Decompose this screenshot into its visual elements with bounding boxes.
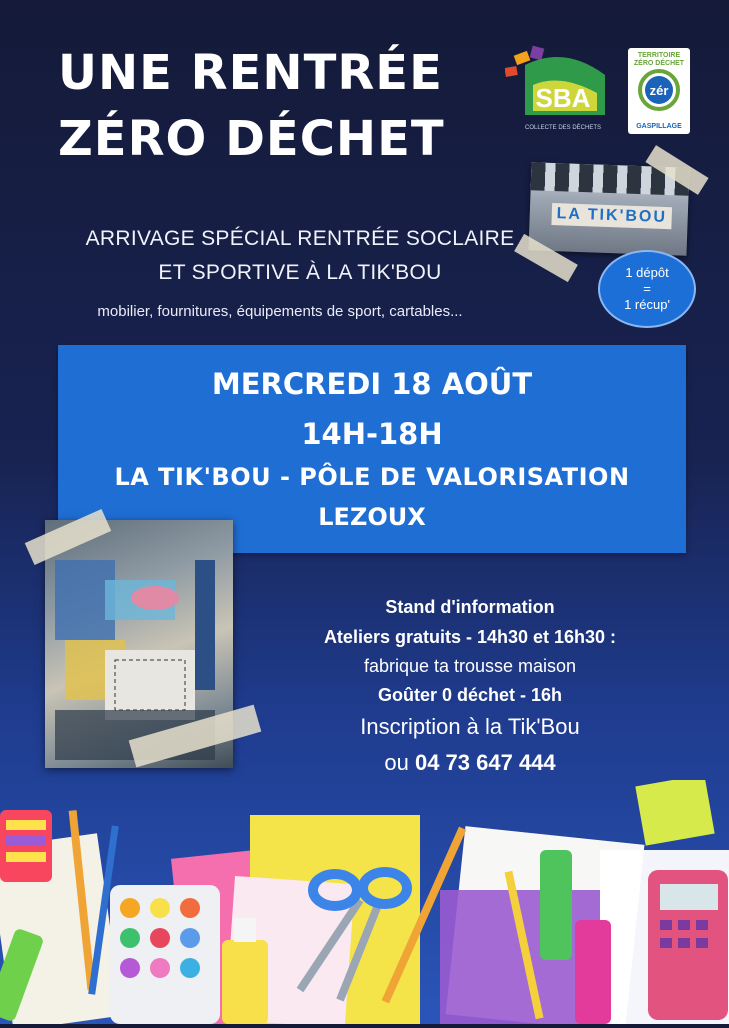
event-details — [270, 592, 670, 782]
tikbou-building-photo — [529, 162, 690, 255]
tikbou-sign: LA TIK'BOU — [551, 203, 672, 229]
school-supplies-illustration — [0, 780, 729, 1024]
sba-logo — [505, 45, 615, 135]
svg-text:SBA: SBA — [535, 83, 591, 113]
bubble-line-1: 1 dépôt — [625, 265, 669, 280]
tzd-top-text: TERRITOIRE ZÉRO DÉCHET — [633, 52, 685, 67]
phone-prefix: ou — [384, 750, 409, 775]
phone-number: 04 73 647 444 — [414, 750, 556, 775]
bubble-line-2: = — [643, 281, 651, 296]
territoire-zero-dechet-logo — [628, 48, 690, 134]
event-date: MERCREDI 18 AOÛT — [211, 367, 533, 401]
bubble-line-3: 1 récup' — [624, 297, 670, 312]
stand-info: Stand d'information — [385, 597, 555, 617]
title-line-1: UNE RENTRÉE — [58, 45, 443, 101]
subtitle-line-2: ET SPORTIVE À LA TIK'BOU — [158, 261, 442, 284]
tzd-emblem — [628, 68, 690, 112]
phone-line — [270, 744, 670, 782]
registration-info: Inscription à la Tik'Bou — [360, 714, 580, 739]
poster-title — [58, 40, 498, 172]
title-line-2: ZÉRO DÉCHET — [58, 111, 445, 167]
subtitle-line-1: ARRIVAGE SPÉCIAL RENTRÉE SOCLAIRE — [85, 227, 515, 250]
items-description: mobilier, fournitures, équipements de sport, cartables... — [97, 303, 463, 320]
tzd-bottom-text: GASPILLAGE — [636, 123, 682, 130]
svg-text:zér: zér — [649, 83, 669, 98]
snack-info: Goûter 0 déchet - 16h — [377, 685, 563, 705]
event-city: LEZOUX — [318, 503, 426, 531]
svg-text:COLLECTE DES DÉCHETS: COLLECTE DES DÉCHETS — [524, 125, 602, 131]
depot-recup-bubble — [598, 250, 696, 328]
workshops-info: Ateliers gratuits - 14h30 et 16h30 : — [323, 627, 617, 647]
event-hours: 14H-18H — [301, 417, 443, 451]
subtitle — [40, 222, 560, 290]
event-place: LA TIK'BOU - PÔLE DE VALORISATION — [114, 463, 630, 491]
workshop-description: fabrique ta trousse maison — [363, 656, 577, 676]
